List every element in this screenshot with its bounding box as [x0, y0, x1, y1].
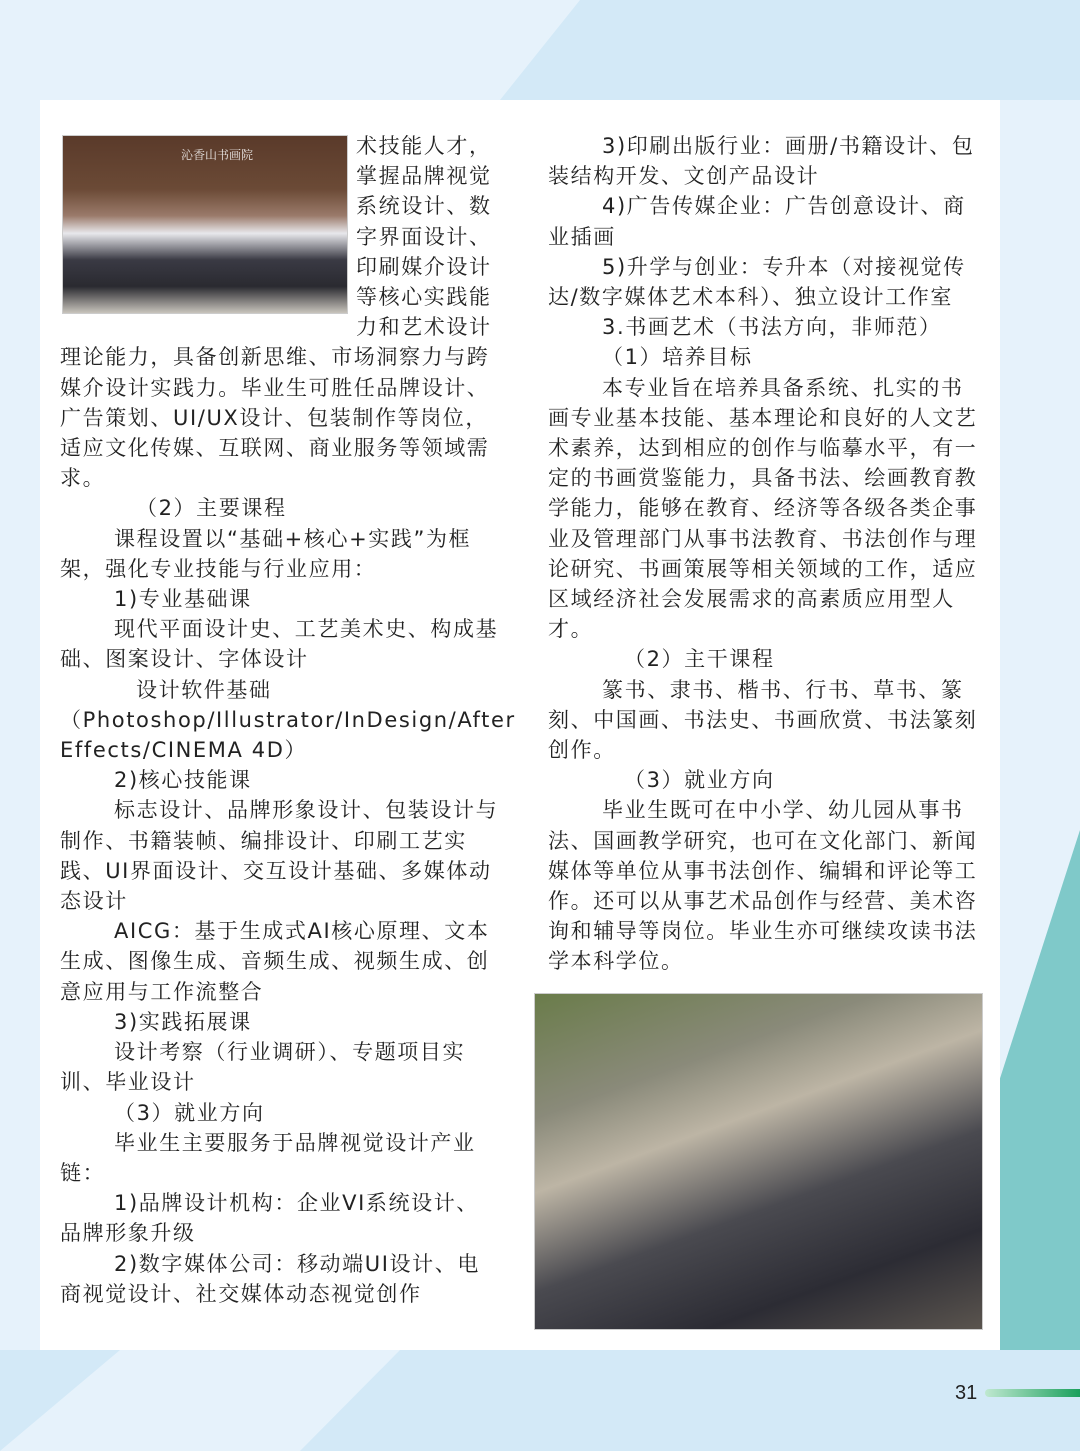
section-heading: （3）就业方向 [624, 768, 775, 793]
paragraph: 标志设计、品牌形象设计、包装设计与制作、书籍装帧、编排设计、印刷工艺实践、UI界面设计、交互设计基础、多媒体动态设计 [60, 798, 499, 914]
section-heading: （2）主干课程 [624, 647, 775, 672]
text-line: 等核心实践能 [356, 285, 492, 310]
paragraph: 1)品牌设计机构：企业VI系统设计、品牌形象升级 [60, 1191, 479, 1246]
text-line: 字界面设计、 [356, 224, 492, 249]
paragraph: 3)印刷出版行业：画册/书籍设计、包装结构开发、文创产品设计 [548, 134, 975, 189]
subheading: 3)实践拓展课 [114, 1009, 252, 1034]
right-column [548, 131, 980, 977]
paragraph: 毕业生主要服务于品牌视觉设计产业链： [60, 1130, 476, 1185]
paragraph: 理论能力，具备创新思维、市场洞察力与跨媒介设计实践力。毕业生可胜任品牌设计、广告策划、UI/UX设计、包装制作等岗位，适应文化传媒、互联网、商业服务等领域需求。 [60, 345, 490, 491]
paragraph: 设计考察（行业调研）、专题项目实训、毕业设计 [60, 1040, 466, 1095]
paragraph: 本专业旨在培养具备系统、扎实的书画专业基本技能、基本理论和良好的人文艺术素养，达到相应的创作与临摹水平，有一定的书画赏鉴能力，具备书法、绘画教育教学能力，能够在教育、经济等各级各类企事业及管理部门从事书法教育、书法创作与理论研究、书画策展等相关领域的工作，适应区域经济社会发展需求的高素质应用型人才。 [548, 375, 978, 642]
subheading: 1)专业基础课 [114, 587, 252, 612]
paragraph: 4)广告传媒企业：广告创意设计、商业插画 [548, 194, 966, 249]
left-column [60, 131, 516, 1309]
section-heading: （3）就业方向 [114, 1100, 265, 1125]
paragraph: 现代平面设计史、工艺美术史、构成基础、图案设计、字体设计 [60, 617, 499, 672]
page-number-bar [985, 1389, 1080, 1397]
paragraph: 毕业生既可在中小学、幼儿园从事书法、国画教学研究，也可在文化部门、新闻媒体等单位从事书法创作、编辑和评论等工作。还可以从事艺术品创作与经营、美术咨询和辅导等岗位。毕业生亦可继续攻读书法学本科学位。 [548, 798, 978, 974]
text-line: 力和艺术设计 [356, 315, 492, 340]
photo-banner-text: 沁香山书画院 [181, 148, 254, 162]
paragraph: AICG：基于生成式AI核心原理、文本生成、图像生成、音频生成、视频生成、创意应用与工作流整合 [60, 919, 490, 1004]
paragraph: 设计软件基础（Photoshop/Illustrator/InDesign/After Effects/CINEMA 4D） [60, 677, 516, 763]
section-heading: （1）培养目标 [602, 345, 753, 370]
text-line: 系统设计、数 [356, 194, 492, 219]
outdoor-sketching-photo [534, 993, 983, 1330]
paragraph: 课程设置以“基础+核心+实践”为框架，强化专业技能与行业应用： [60, 526, 472, 581]
section-heading: 3.书画艺术（书法方向，非师范） [602, 315, 942, 340]
page-number: 31 [955, 1382, 978, 1404]
subheading: 2)核心技能课 [114, 768, 252, 793]
text-line: 印刷媒介设计 [356, 254, 492, 279]
paragraph: 2)数字媒体公司：移动端UI设计、电商视觉设计、社交媒体动态视觉创作 [60, 1251, 480, 1306]
paragraph: 篆书、隶书、楷书、行书、草书、篆刻、中国画、书法史、书画欣赏、书法篆刻创作。 [548, 677, 978, 763]
text-line: 掌握品牌视觉 [356, 164, 492, 189]
text-line: 术技能人才， [356, 134, 492, 158]
paragraph: 5)升学与创业：专升本（对接视觉传达/数字媒体艺术本科）、独立设计工作室 [548, 254, 966, 310]
section-heading: （2）主要课程 [136, 496, 287, 521]
